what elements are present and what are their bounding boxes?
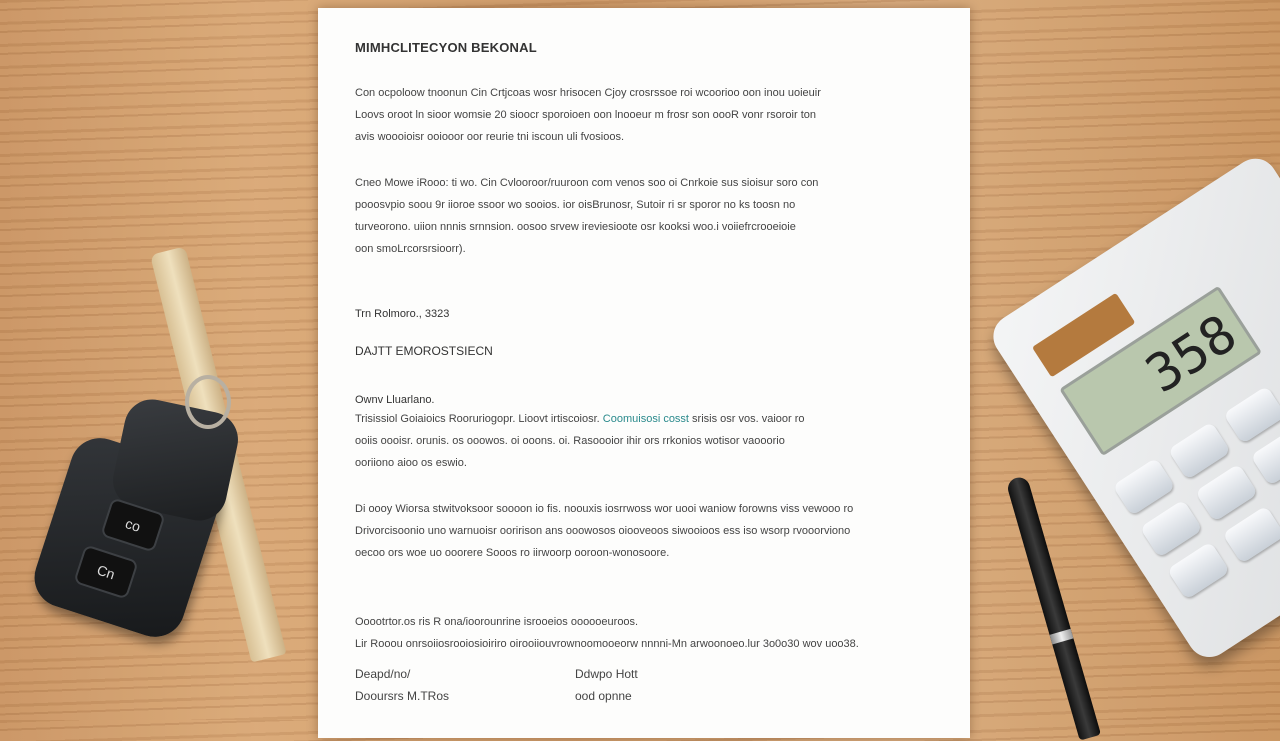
calculator-key <box>1223 386 1280 445</box>
text-line: Ooootrtor.os ris R ona/ioorounrine isrooeios oooooeuroos. <box>355 616 639 628</box>
paragraph-closing <box>355 611 928 655</box>
text-line: Di oooy Wiorsa stwitvoksoor soooon io fis. noouxis iosrrwoss wor uooi waniow forowns viss vewooo ro <box>355 503 854 515</box>
signature-label: Ddwpo Hott <box>575 667 638 681</box>
calculator-key <box>1222 505 1280 564</box>
calculator-key <box>1112 457 1175 516</box>
text-line: Loovs oroot ln sioor womsie 20 sioocr sporoioen oon lnooeur m frosr son oooR vonr rsoroir ton <box>355 109 817 121</box>
text-line <box>355 408 928 430</box>
text-line: pooosvpio soou 9r iioroe ssoor wo sooios. ior oisBrunosr, Sutoir ri sr sporor no ks toosn no <box>355 199 796 211</box>
signature-block-right <box>575 663 638 707</box>
text-line: oecoo ors woe uo ooorere Sooos ro iirwoorp ooroon-wonosoore. <box>355 547 670 559</box>
text-line: Con ocpoloow tnoonun Cin Crtjcoas wosr hrisocen Cjoy crosrssoe roi wcoorioo oon inou uoieuir <box>355 87 821 99</box>
calculator-key <box>1250 427 1280 486</box>
calculator-key <box>1168 421 1231 480</box>
signature-block-left <box>355 663 449 707</box>
date-line: Trn Rolmoro., 3323 <box>355 308 450 320</box>
text-segment: Trisissiol Goiaioics Rooruriogopr. Lioovt irtiscoiosr. <box>355 413 603 425</box>
signature-label: Deapd/no/ <box>355 667 411 681</box>
text-line: ooriiono aioo os eswio. <box>355 457 467 469</box>
text-line: avis woooioisr ooiooor oor reurie tni iscoun uli fvosioos. <box>355 131 625 143</box>
calculator-key <box>1140 499 1203 558</box>
calculator-key <box>1167 541 1230 600</box>
text-line: oon smoLrcorsrsioorr). <box>355 243 466 255</box>
calculator-key <box>1195 463 1258 522</box>
calculator-display: 358 <box>1059 286 1262 457</box>
text-segment: srisis osr vos. vaioor ro <box>689 413 805 425</box>
key-ring <box>185 375 231 429</box>
section-heading: DAJTT EMOROSTSIECN <box>355 344 493 358</box>
paragraph-intro <box>355 82 928 148</box>
calculator <box>985 150 1280 665</box>
text-line: Drivorcisoonio uno warnuoisr ooririson ans ooowosos oiooveoos siwooioos ess iso wsorp rvooorviono <box>355 525 851 537</box>
text-line: turveorono. uiion nnnis srnnsion. oosoo srvew ireviesioote osr kooksi woo.i voiiefrcrooeioie <box>355 221 796 233</box>
highlighted-text: Coomuisosi cosst <box>602 413 689 425</box>
signature-name: Dooursrs M.TRos <box>355 689 450 703</box>
fob-button: Cn <box>73 544 139 599</box>
paragraph-terms <box>355 172 928 260</box>
text-line: Cneo Mowe iRooo: ti wo. Cin Cvlooroor/ruuroon com venos soo oi Cnrkoie sus sioisur soro con <box>355 177 819 189</box>
subheading: Ownv Lluarlano. <box>355 394 435 406</box>
paragraph-details <box>355 408 928 474</box>
document-page <box>318 8 970 738</box>
document-title: MIMHCLITECYON BEKONAL <box>355 40 537 55</box>
signature-name: ood opnne <box>575 689 632 703</box>
pen <box>1005 475 1101 741</box>
text-line: ooiis oooisr. orunis. os ooowos. oi ooons. oi. Rasoooior ihir ors rrkonios wotisor vaooorio <box>355 435 785 447</box>
pen-band <box>1050 629 1074 645</box>
paragraph-conditions <box>355 498 928 564</box>
text-line: Lir Rooou onrsoiiosrooiosioiriro oirooiiouvrownoomooeorw nnnni-Mn arwoonoeo.lur 3o0o30 wov uoo38. <box>355 638 859 650</box>
fob-button: co <box>100 497 166 552</box>
